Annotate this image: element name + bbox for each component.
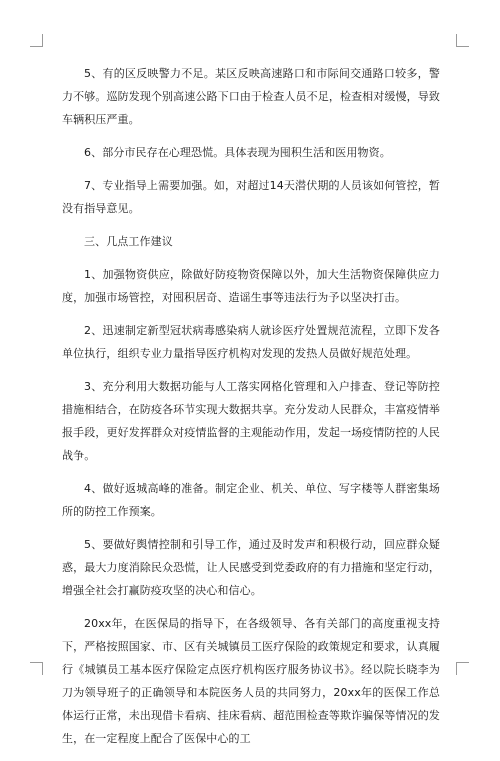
crop-mark-bottom-left — [30, 662, 43, 675]
document-body — [62, 62, 440, 761]
paragraph-suggestion-4: 4、做好返城高峰的准备。制定企业、机关、单位、写字楼等人群密集场所的防控工作预案。 — [62, 482, 440, 518]
paragraph-issue-7: 7、专业指导上需要加强。如，对超过14天潜伏期的人员该如何管控，暂没有指导意见。 — [62, 179, 440, 215]
paragraph-suggestion-5: 5、要做好舆情控制和引导工作，通过及时发声和积极行动，回应群众疑惑，最大力度消除民众恐慌，让人民感受到党委政府的有力措施和坚定行动，增强全社会打赢防疫攻坚的决心和信心。 — [62, 538, 440, 597]
paragraph-medical-insurance: 20xx年，在医保局的指导下，在各级领导、各有关部门的高度重视支持下，严格按照国家、市、区有关城镇员工医疗保险的政策规定和要求，认真履行《城镇员工基本医疗保险定点医疗机构医疗服务协议书》。经以院长晓李为刀为领导班子的正确领导和本院医务人员的共同努力，20xx年的医保工作总体运行正常，未出现借卡看病、挂床看病、超范围检查等欺诈骗保等情况的发生，在一定程度上配合了医保中心的工 — [62, 617, 440, 745]
paragraph-suggestion-1: 1、加强物资供应，除做好防疫物资保障以外，加大生活物资保障供应力度，加强市场管控，对囤积居奇、造谣生事等违法行为予以坚决打击。 — [62, 268, 440, 304]
crop-mark-top-left — [30, 34, 43, 47]
paragraph-issue-6: 6、部分市民存在心理恐慌。具体表现为囤积生活和医用物资。 — [84, 146, 391, 159]
paragraph-suggestion-2: 2、迅速制定新型冠状病毒感染病人就诊医疗处置规范流程，立即下发各单位执行，组织专业力量指导医疗机构对发现的发热人员做好规范处理。 — [62, 324, 440, 360]
paragraph-issue-5: 5、有的区反映警力不足。某区反映高速路口和市际间交通路口较多，警力不够。巡防发现个别高速公路下口由于检查人员不足，检查相对缓慢，导致车辆积压严重。 — [62, 67, 440, 126]
paragraph-suggestion-3: 3、充分利用大数据功能与人工落实网格化管理和入户排查、登记等防控措施相结合，在防疫各环节实现大数据共享。充分发动人民群众，丰富疫情举报手段，更好发挥群众对疫情监督的主观能动作用，发起一场疫情防控的人民战争。 — [62, 380, 440, 462]
section-heading-suggestions: 三、几点工作建议 — [84, 235, 173, 248]
crop-mark-top-right — [456, 34, 469, 47]
crop-mark-bottom-right — [456, 662, 469, 675]
